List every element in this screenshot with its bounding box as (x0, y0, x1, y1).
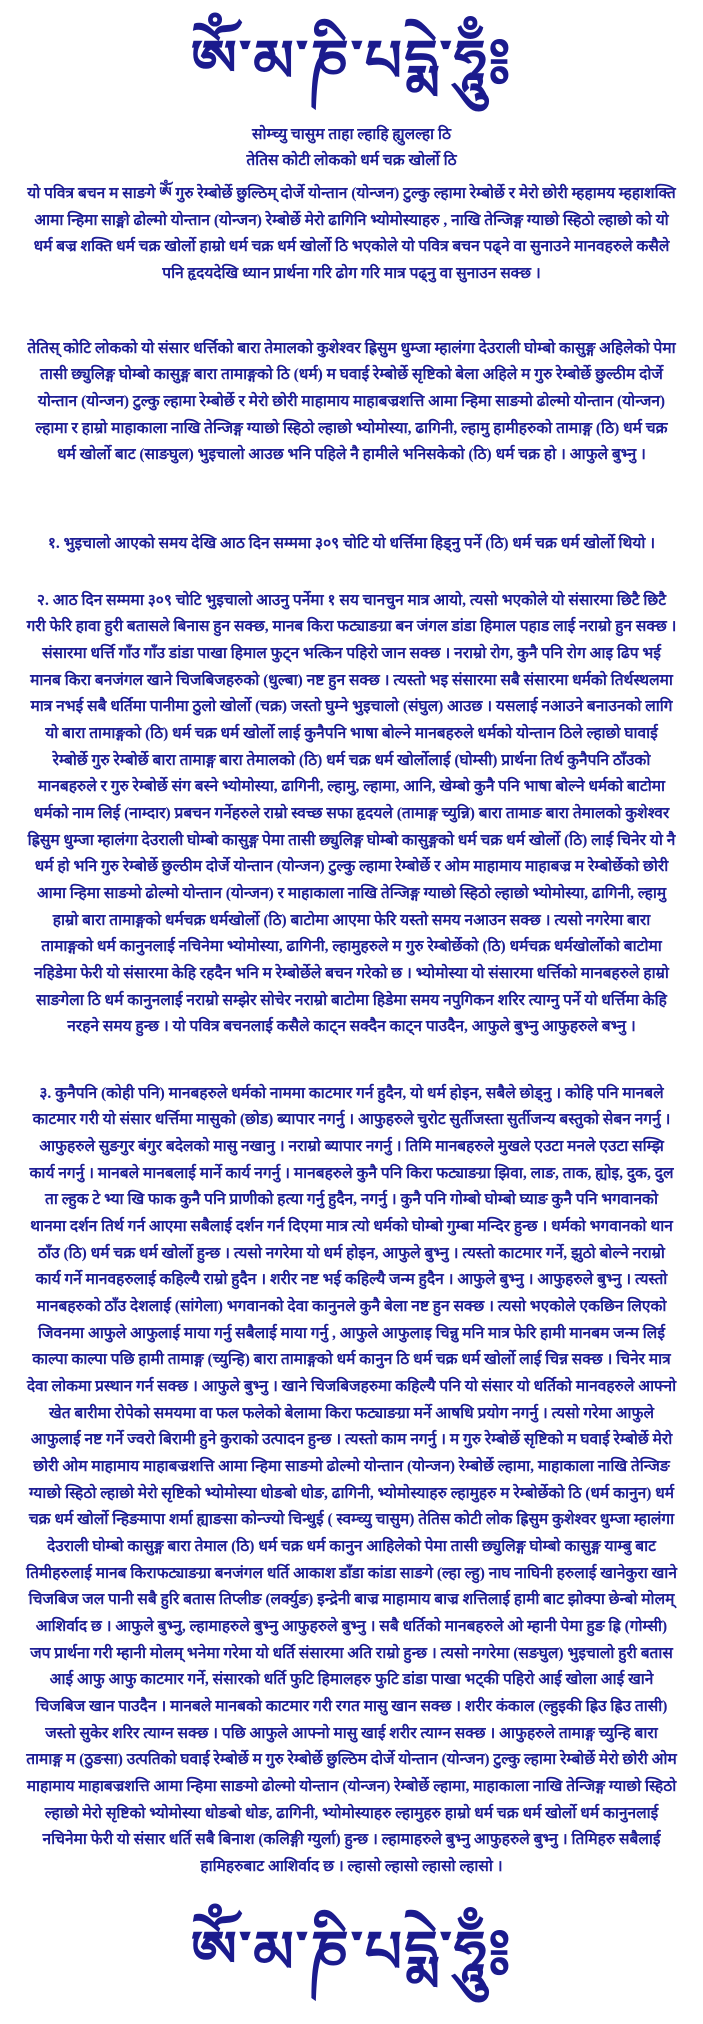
numbered-item-3: ३. कुनैपनि (कोही पनि) मानबहरुले धर्मको नाममा काटमार गर्न हुदैन, यो धर्म होइन, सबैले छोड्नु । कोहि पनि मानबले काटमार गरी यो संसार धर्त्तिमा मासुको (छोड) ब्यापार नगर्नु । आफुहरुले चुरोट सुर्तीजस्ता सुर्तीजन्य बस्तुको सेबन नगर्नु । आफुहरुले सुङगुर बंगुर बदेलको मासु नखानु । नराम्रो ब्यापार नगर्नु । तिमि मानबहरुले मुखले एउटा मनले एउटा सम्झि कार्य नगर्नु । मानबले मानबलाई मार्ने कार्य नगर्नु । मानबहरुले कुनै पनि किरा फट्याङग्रा झिवा, लाङ, ताक, ह्योइ, दुक, दुल ता ल्हुक टे भ्या खि फाक कुनै पनि प्राणीको हत्या गर्नु हुदैन, नगर्नु । कुनै पनि गोम्बो घोम्बो घ्याङ कुनै पनि भगवानको थानमा दर्शन तिर्थ गर्न आएमा सबैलाई दर्शन गर्न दिएमा मात्र त्यो धर्मको घोम्बो गुम्बा मन्दिर हुन्छ । धर्मको भगवानको थान ठाँउ (ठि) धर्म चक्र धर्म खोर्लो हुन्छ । त्यसो नगरेमा यो धर्म होइन, आफुले बुभ्नु । त्यस्तो काटमार गर्ने, झुठो बोल्ने नराम्रो कार्य गर्ने मानवहरुलाई कहिल्यै राम्रो हुदैन । शरीर नष्ट भई कहिल्यै जन्म हुदैन । आफुले बुभ्नु । आफुहरुले बुभ्नु । त्यस्तो मानबहरुको ठाँउ देशलाई (सांगेला) भगवानको देवा कानुनले कुनै बेला नष्ट हुन सक्छ । त्यसो भएकोले एकछिन लिएको जिवनमा आफुले आफुलाई माया गर्नु सबैलाई माया गर्नु , आफुले आफुलाइ चिन्नु मनि मात्र फेरि हामी मानबम जन्म लिई काल्पा काल्पा पछि हामी तामाङ्ग (च्युन्हि) बारा तामाङ्गको धर्म कानुन ठि धर्म चक्र धर्म खोर्लो लाई चिन्न सक्छ । चिनेर मात्र देवा लोकमा प्रस्थान गर्न सक्छ । आफुले बुभ्नु । खाने चिजबिजहरुमा कहिल्यै पनि यो संसार यो धर्तिको मानवहरुले आफ्नो खेत बारीमा रोपेको समयमा वा फल फलेको बेलामा किरा फट्याङग्रा मर्ने आषधि प्रयोग नगर्नु । त्यसो गरेमा आफुले आफुलाई नष्ट गर्ने ज्वरो बिरामी हुने कुराको उत्पादन हुन्छ । त्यस्तो काम नगर्नु । म गुरु रेम्बोर्छे सृष्टिको म घवाई रेम्बोर्छे मेरो छोरी ओम माहामाय माहाबज्रशत्ति आमा न्हिमा साङमो ढोल्मो योन्तान (योन्जन) रेम्बोर्छे ल्हामा, माहाकाला नाखि तेन्जिङ ग्याछो स्हिठो ल्हाछो मेरो सृष्टिको भ्योमोस्या धोङबो धोङ, ढागिनी, भ्योमोस्याहरु ल्हामुहरु म रेम्बोर्छेको ठि (धर्म कानुन) धर्म चक्र धर्म खोर्लो न्हिङमापा शर्मा ह्याङसा कोन्ज्यो चिन्धुई ( स्वम्च्यु चासुम) तेतिस कोटी लोक ह्रिसुम कुशेश्वर धुम्जा म्हालंगा देउराली घोम्बो कासुङ्ग बारा तेमाल (ठि) धर्म चक्र धर्म कानुन आहिलेको पेमा तासी छ्युलिङ्ग घोम्बो कासुङ्ग याम्बु बाट तिमीहरुलाई मानब किराफट्याङग्रा बनजंगल धर्ति आकाश डाँडा कांडा साङगे (ल्हा ल्हु) नाघ नाघिनी हरुलाई खानेकुरा खाने चिजबिज जल पानी सबै हुरि बतास तिप्लीङ (लर्क्युङ) इन्द्रेनी बाज्र माहामाय बाज्र शत्तिलाई हामी बाट झोक्पा छेन्बो मोलम् आशिर्वाद छ । आफुले बुभ्नु, ल्हामाहरुले बुभ्नु आफुहरुले बुभ्नु । सबै धर्तिको मानबहरुले ओ म्हानी पेमा हुङ ह्रि (गोम्सी) जप प्रार्थना गरी म्हानी मोलम् भनेमा गरेमा यो धर्ति संसारमा अति राम्रो हुन्छ । त्यसो नगरेमा (सङघुल) भुइचालो हुरी बतास आई आफु आफु काटमार गर्ने, संसारको धर्ति फुटि हिमालहरु फुटि डांडा पाखा भट्की पहिरो आई खोला आई खाने चिजबिज खान पाउदैन । मानबले मानबको काटमार गरी रगत मासु खान सक्छ । शरीर कंकाल (ल्हुइकी ह्रिउ ह्रिउ तासी) जस्तो सुकेर शरिर त्याग्न सक्छ । पछि आफुले आफ्नो मासु खाई शरीर त्याग्न सक्छ । आफुहरुले तामाङ्ग च्युन्हि बारा तामाङ्ग म (ठुङसा) उत्पतिको घवाई रेम्बोर्छे म गुरु रेम्बोर्छे छुल्ठिम दोर्जे योन्तान (योन्जन) टुल्कु ल्हामा रेम्बोर्छे मेरो छोरी ओम माहामाय माहाबज्रशत्ति आमा न्हिमा साङमो ढोल्मो योन्तान (योन्जन) रेम्बोर्छे ल्हामा, माहाकाला नाखि तेन्जिङ्ग ग्याछो स्हिठो ल्हाछो मेरो सृष्टिको भ्योमोस्या धोङबो धोङ, ढागिनी, भ्योमोस्याहरु ल्हामुहरु हाम्रो धर्म चक्र धर्म खोर्लो धर्म कानुनलाई नचिनेमा फेरी यो संसार धर्ति सबै बिनाश (कलिङ्गी ग्युर्ला) हुन्छ । ल्हामाहरुले बुभ्नु आफुहरुले बुभ्नु । तिमिहरु सबैलाई हामिहरुबाट आशिर्वाद छ । ल्हासो ल्हासो ल्हासो ल्हासो । (26, 1084, 677, 1875)
om-mani-padme-hum-mantra-bottom: ཨོཾ་མ་ཎི་པདྨེ་ཧཱུྃ༔ (190, 1917, 513, 1986)
paragraph-two: तेतिस् कोटि लोकको यो संसार धर्त्तिको बारा तेमालको कुशेश्वर ह्रिसुम धुम्जा म्हालंगा देउराली घोम्बो कासुङ्ग अहिलेको पेमा तासी छ्युलिङ्ग घोम्बो कासुङ्ग बारा तामाङ्गको ठि (धर्म) म घवाई रेम्बोर्छे सृष्टिको बेला अहिले म गुरु रेम्बोर्छे छुल्ठीम दोर्जे योन्तान (योन्जन) टुल्कु ल्हामा रेम्बोर्छे र मेरो छोरी माहामाय माहाबज्रशत्ति आमा न्हिमा साङमो ढोल्मो योन्तान (योन्जन) ल्हामा र हाम्रो माहाकाला नाखि तेन्जिङ्ग ग्याछो स्हिठो ल्हाछो भ्योमोस्या, ढागिनी, ल्हामु हामीहरुको तामाङ्ग (ठि) धर्म चक्र धर्म खोर्लो बाट (साङघुल) भुइचालो आउछ भनि पहिले नै हामीले भनिसकेको (ठि) धर्म चक्र हो । आफुले बुभ्नु । (27, 339, 676, 464)
intro-line-2: तेतिस कोटी लोकको धर्म चक्र खोर्लो ठि (246, 152, 457, 170)
om-mani-padme-hum-mantra-top: ཨོཾ་མ་ཎི་པདྨེ་ཧཱུྃ༔ (190, 27, 513, 95)
numbered-item-2: २. आठ दिन सम्ममा ३०९ चोटि भुइचालो आउनु पर्नेमा १ सय चानचुन मात्र आयो, त्यसो भएकोले यो संसारमा छिटै छिटै गरी फेरि हावा हुरी बतासले बिनास हुन सक्छ, मानब किरा फट्याङग्रा बन जंगल डांडा हिमाल पहाड लाई नराम्रो हुन सक्छ । संसारमा धर्त्ति गाँउ गाँउ डांडा पाखा हिमाल फुट्न भत्किन पहिरो जान सक्छ । नराम्रो रोग, कुनै पनि रोग आइ ढिप भई मानब किरा बनजंगल खाने चिजबिजहरुको (धुल्बा) नष्ट हुन सक्छ । त्यस्तो भइ संसारमा सबै संसारमा धर्मको तिर्थस्थलमा मात्र नभई सबै धर्तिमा पानीमा ठुलो खोर्लो (चक्र) जस्तो घुम्ने भुइचालो (संघुल) आउछ । यसलाई नआउने बनाउनको लागि यो बारा तामाङ्गको (ठि) धर्म चक्र धर्म खोर्लो लाई कुनैपनि भाषा बोल्ने मानबहरुले धर्मको योन्तान ठिले ल्हाछो घावाई रेम्बोर्छे गुरु रेम्बोर्छे बारा तामाङ्ग बारा तेमालको (ठि) धर्म चक्र धर्म खोर्लोलाई (घोम्सी) प्रार्थना तिर्थ कुनैपनि ठाँउको मानबहरुले र गुरु रेम्बोर्छे संग बस्ने भ्योमोस्या, ढागिनी, ल्हामु, ल्हामा, आनि, खेम्बो कुनै पनि भाषा बोल्ने धर्मको बाटोमा धर्मको नाम लिई (नाम्दार) प्रबचन गर्नेहरुले राम्रो स्वच्छ सफा हृदयले (तामाङ्ग च्युन्नि) बारा तामाङ बारा तेमालको कुशेश्वर ह्रिसुम धुम्जा म्हालंगा देउराली घोम्बो कासुङ्ग पेमा तासी छ्युलिङ्ग घोम्बो कासुङ्गको धर्म चक्र धर्म खोर्लो (ठि) लाई चिनेर यो नै धर्म हो भनि गुरु रेम्बोर्छे छुल्ठीम दोर्जे योन्तान (योन्जन) टुल्कु ल्हामा रेम्बोर्छे र ओम माहामाय माहाबज्र म रेम्बोर्छेको छोरी आमा न्हिमा साङमो ढोल्मो योन्तान (योन्जन) र माहाकाला नाखि तेन्जिङ्ग ग्याछो स्हिठो ल्हाछो भ्योमोस्या, ढागिनी, ल्हामु हाम्रो बारा तामाङ्गको धर्मचक्र धर्मखोर्लो (ठि) बाटोमा आएमा फेरि यस्तो समय नआउन सक्छ । त्यसो नगरेमा बारा तामाङ्गको धर्म कानुनलाई नचिनेमा भ्योमोस्या, ढागिनी, ल्हामुहरुले म गुरु रेम्बोर्छेको (ठि) धर्मचक्र धर्मखोर्लोको बाटोमा नहिडेमा फेरी यो संसारमा केहि रहदैन भनि म रेम्बोर्छेले बचन गरेको छ । भ्योमोस्या यो संसारमा धर्त्तिको मानबहरुले हाम्रो साङगेला ठि धर्म कानुनलाई नराम्रो सम्झेर सोचेर नराम्रो बाटोमा हिडेमा समय नपुगिकन शरिर त्याग्नु पर्ने यो धर्त्तिमा केहि नरहने समय हुन्छ । यो पवित्र बचनलाई कसैले काट्न सक्दैन काट्न पाउदैन, आफुले बुभ्नु आफुहरुले बभ्नु । (26, 591, 677, 1036)
intro-paragraph: यो पवित्र बचन म साङगे ༀ गुरु रेम्बोर्छे छुल्ठिम् दोर्जे योन्तान (योन्जन) टुल्कु ल्हामा रेम्बोर्छे र मेरो छोरी म्हहामय म्हहाशक्ति आमा न्हिमा साङ्मो ढोल्मो योन्तान (योन्जन) रेम्बोर्छे मेरो ढागिनि भ्योमोस्याहरु , नाखि तेन्जिङ्ग ग्याछो स्हिठो ल्हाछो को यो धर्म बज्र शक्ति धर्म चक्र खोर्लो हाम्रो धर्म चक्र धर्म खोर्लो ठि भएकोले यो पवित्र बचन पढ्ने वा सुनाउने मानवहरुले कसैले पनि हृदयदेखि ध्यान प्रार्थना गरि ढोग गरि मात्र पढ्नु वा सुनाउन सक्छ । (27, 185, 676, 283)
intro-line-1: सोम्च्यु चासुम ताहा ल्हाहि ह्युलल्हा ठि (252, 125, 451, 143)
numbered-item-1: १. भुइचालो आएको समय देखि आठ दिन सम्ममा ३०९ चोटि यो धर्त्तिमा हिड्नु पर्ने (ठि) धर्म चक्र धर्म खोर्लो थियो । (47, 535, 656, 553)
